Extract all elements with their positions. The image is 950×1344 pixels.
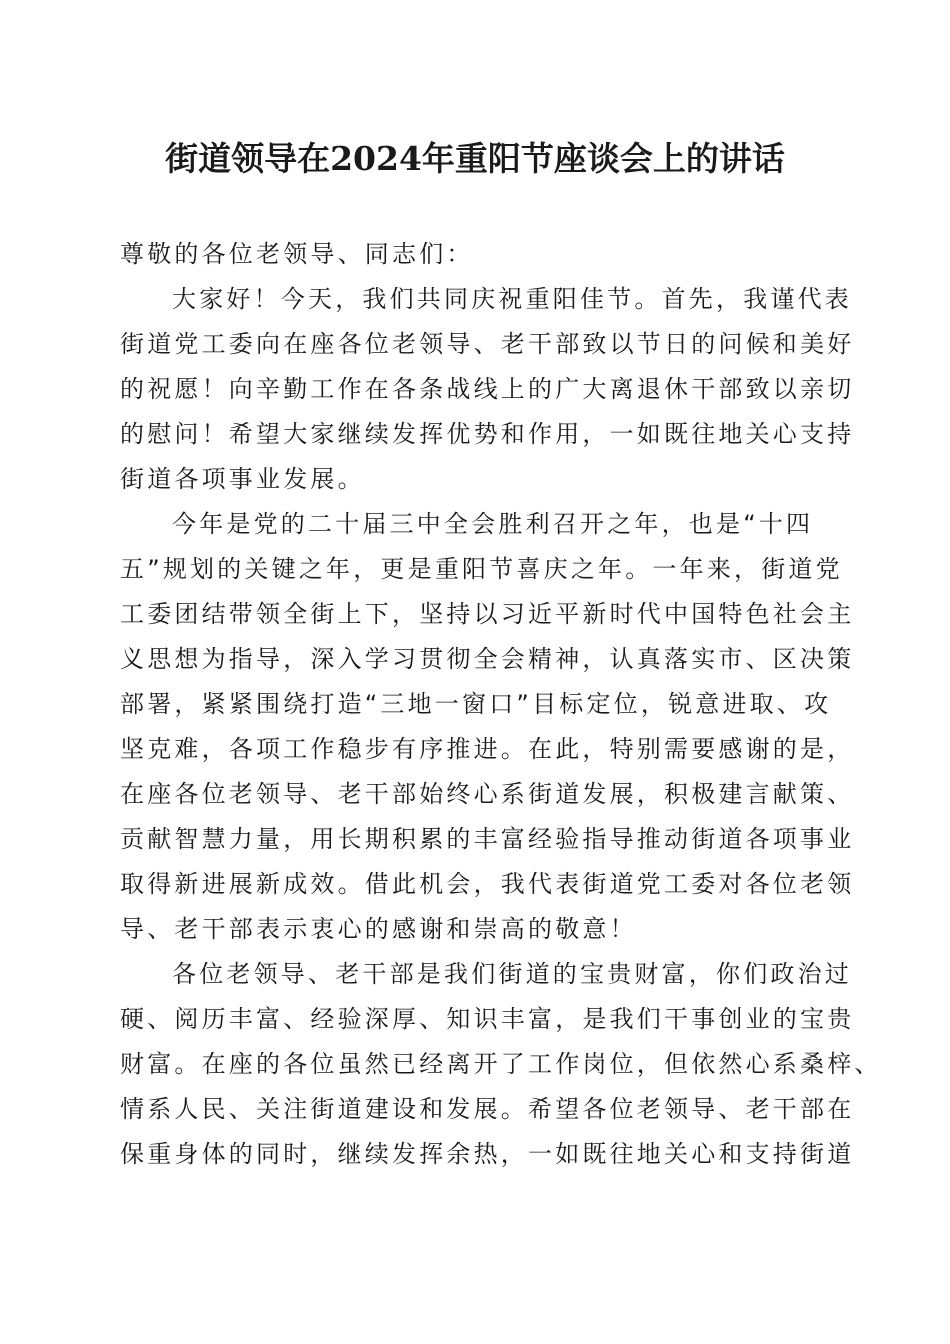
paragraph-line: 在座各位老领导、老干部始终心系街道发展，积极建言献策、 <box>120 780 855 808</box>
document-title: 街道领导在2024年重阳节座谈会上的讲话 <box>165 139 785 178</box>
paragraph-line: 坚克难，各项工作稳步有序推进。在此，特别需要感谢的是， <box>120 735 855 763</box>
paragraph-line: 街道党工委向在座各位老领导、老干部致以节日的问候和美好 <box>120 330 855 358</box>
paragraph-line: 大家好！今天，我们共同庆祝重阳佳节。首先，我谨代表 <box>172 285 852 313</box>
paragraph-line: 义思想为指导，深入学习贯彻全会精神，认真落实市、区决策 <box>120 645 855 673</box>
paragraph-line: 财富。在座的各位虽然已经离开了工作岗位，但依然心系桑梓、 <box>120 1050 882 1078</box>
paragraph-line: 保重身体的同时，继续发挥余热，一如既往地关心和支持街道 <box>120 1140 855 1168</box>
paragraph-line: 五”规划的关键之年，更是重阳节喜庆之年。一年来，街道党 <box>120 555 843 583</box>
paragraph-line: 工委团结带领全街上下，坚持以习近平新时代中国特色社会主 <box>120 600 855 628</box>
paragraph-line: 导、老干部表示衷心的感谢和崇高的敬意！ <box>120 915 637 943</box>
salutation-line: 尊敬的各位老领导、同志们： <box>120 240 474 268</box>
paragraph-line: 情系人民、关注街道建设和发展。希望各位老领导、老干部在 <box>120 1095 855 1123</box>
paragraph-line: 街道各项事业发展。 <box>120 465 365 493</box>
paragraph-line: 取得新进展新成效。借此机会，我代表街道党工委对各位老领 <box>120 870 855 898</box>
paragraph-line: 的祝愿！向辛勤工作在各条战线上的广大离退休干部致以亲切 <box>120 375 855 403</box>
paragraph-line: 各位老领导、老干部是我们街道的宝贵财富，你们政治过 <box>172 960 852 988</box>
paragraph-line: 的慰问！希望大家继续发挥优势和作用，一如既往地关心支持 <box>120 420 855 448</box>
paragraph-line: 部署，紧紧围绕打造“三地一窗口”目标定位，锐意进取、攻 <box>120 690 832 718</box>
paragraph-line: 贡献智慧力量，用长期积累的丰富经验指导推动街道各项事业 <box>120 825 855 853</box>
document-body <box>120 232 882 1177</box>
paragraph-line: 硬、阅历丰富、经验深厚、知识丰富，是我们干事创业的宝贵 <box>120 1005 855 1033</box>
paragraph-line: 今年是党的二十届三中全会胜利召开之年，也是“十四 <box>172 510 814 538</box>
